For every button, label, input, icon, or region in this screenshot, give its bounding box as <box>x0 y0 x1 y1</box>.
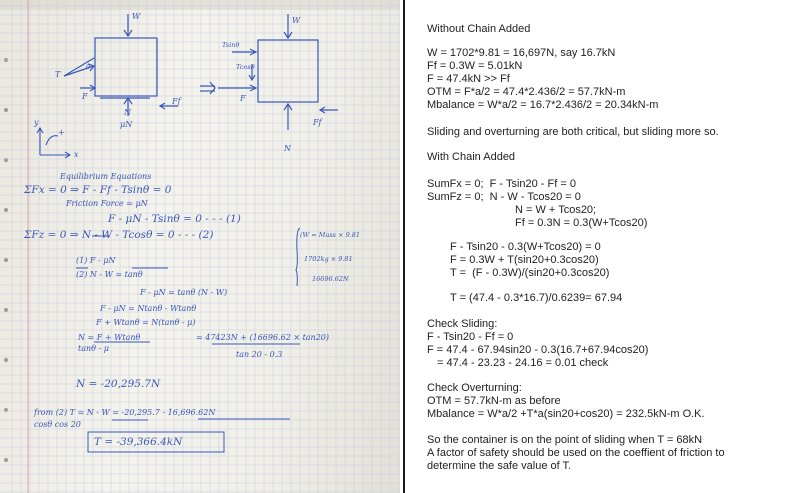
analysis-line: Ff = 0.3W = 5.01kN <box>427 60 523 72</box>
diagram-label-ff-left: Ff <box>172 97 181 106</box>
hw-line-5: (1) F - μN <box>76 256 116 265</box>
analysis-line: T = (47.4 - 0.3*16.7)/0.6239= 67.94 <box>450 292 623 304</box>
analysis-line: F - Tsin20 - Ff = 0 <box>427 331 514 343</box>
hw-line-3: F - μN - Tsinθ = 0 - - - (1) <box>108 213 241 225</box>
analysis-line: = 47.4 - 23.23 - 24.16 = 0.01 check <box>437 357 609 369</box>
diagram-label-f-left: F <box>82 92 88 101</box>
diagram-label-w-left: W <box>132 12 141 21</box>
analysis-line: OTM = 57.7kN-m as before <box>427 395 561 407</box>
hw-line-4: ΣFz = 0 ⇒ N - W - Tcosθ = 0 - - - (2) <box>24 229 214 241</box>
hw-line-8: F - μN = Ntanθ - Wtanθ <box>100 304 197 313</box>
diagram-label-n-right: N <box>284 144 291 153</box>
hw-line-19: 1702kg × 9.81 <box>304 255 353 263</box>
hw-line-9: F + Wtanθ = N(tanθ - μ) <box>96 318 196 327</box>
axis-label-y: y <box>34 118 39 127</box>
analysis-line: determine the safe value of T. <box>427 460 572 472</box>
analysis-line: OTM = F*a/2 = 47.4*2.436/2 = 57.7kN-m <box>427 86 626 98</box>
analysis-line: SumFz = 0; N - W - Tcos20 = 0 <box>427 191 581 203</box>
analysis-line: Ff = 0.3N = 0.3(W+Tcos20) <box>515 217 648 229</box>
hw-line-12: = 47423N + (16696.62 × tan20) <box>196 333 330 342</box>
analysis-line: Mbalance = W*a/2 +T*a(sin20+cos20) = 232.5kN-m O.K. <box>427 408 705 420</box>
analysis-line: N = W + Tcos20; <box>515 204 597 216</box>
analysis-line: So the container is on the point of sliding when T = 68kN <box>427 434 703 446</box>
analysis-line: Sliding and overturning are both critical, but sliding more so. <box>427 126 719 138</box>
heading-without-chain: Without Chain Added <box>427 23 531 35</box>
diagram-label-n-left: N <box>124 108 131 117</box>
analysis-line: A factor of safety should be used on the coeffient of friction to <box>427 447 725 459</box>
analysis-line: Mbalance = W*a/2 = 16.7*2.436/2 = 20.34kN-m <box>427 99 659 111</box>
heading-check-sliding: Check Sliding: <box>427 318 498 330</box>
diagram-label-w-right: W <box>292 16 301 25</box>
analysis-panel <box>405 0 800 493</box>
diagram-label-t-left: T <box>55 70 61 79</box>
hw-line-10: N = F + Wtanθ <box>78 333 141 342</box>
hw-line-2: Friction Force = μN <box>66 199 148 208</box>
hw-line-17: T = -39,366.4kN <box>94 436 183 448</box>
analysis-line: T = (F - 0.3W)/(sin20+0.3cos20) <box>450 267 610 279</box>
diagram-label-tcos-right: Tcosθ <box>236 63 255 71</box>
analysis-line: F = 47.4 - 67.94sin20 - 0.3(16.7+67.94cos20) <box>427 344 649 356</box>
diagram-label-ff-right: Ff <box>313 118 322 127</box>
analysis-line: W = 1702*9.81 = 16,697N, say 16.7kN <box>427 47 616 59</box>
analysis-line: F - Tsin20 - 0.3(W+Tcos20) = 0 <box>450 241 601 253</box>
axis-label-plus: + <box>58 128 65 137</box>
analysis-line: F = 47.4kN >> Ff <box>427 73 510 85</box>
hw-line-20: 16696.62N <box>312 275 349 283</box>
hw-line-7: F - μN = tanθ (N - W) <box>140 288 228 297</box>
diagram-label-mun-left: μN <box>120 120 133 129</box>
diagram-label-f-right: F <box>240 94 246 103</box>
hw-line-14: N = -20,295.7N <box>76 378 161 390</box>
hw-line-16: cosθ cos 20 <box>34 420 81 429</box>
analysis-line: F = 0.3W + T(sin20+0.3cos20) <box>450 254 599 266</box>
hw-line-18: (W = Mass × 9.81 <box>300 231 361 239</box>
hw-line-6: (2) N - W = tanθ <box>76 270 143 279</box>
hw-line-13: tan 20 - 0.3 <box>236 350 283 359</box>
diagram-label-tsin-right: Tsinθ <box>222 41 240 49</box>
hw-line-1: ΣFx = 0 ⇒ F - Ff - Tsinθ = 0 <box>24 184 172 196</box>
axis-label-x: x <box>74 150 79 159</box>
hw-line-11: tanθ - μ <box>78 344 109 353</box>
hw-line-15: from (2) T = N - W = -20,295.7 - 16,696.62N <box>34 408 216 417</box>
heading-with-chain: With Chain Added <box>427 151 516 163</box>
hw-line-0: Equilibrium Equations <box>60 172 152 181</box>
analysis-line: SumFx = 0; F - Tsin20 - Ff = 0 <box>427 178 576 190</box>
diagram-label-theta-left: θ <box>86 63 90 71</box>
heading-check-overturning: Check Overturning: <box>427 382 522 394</box>
